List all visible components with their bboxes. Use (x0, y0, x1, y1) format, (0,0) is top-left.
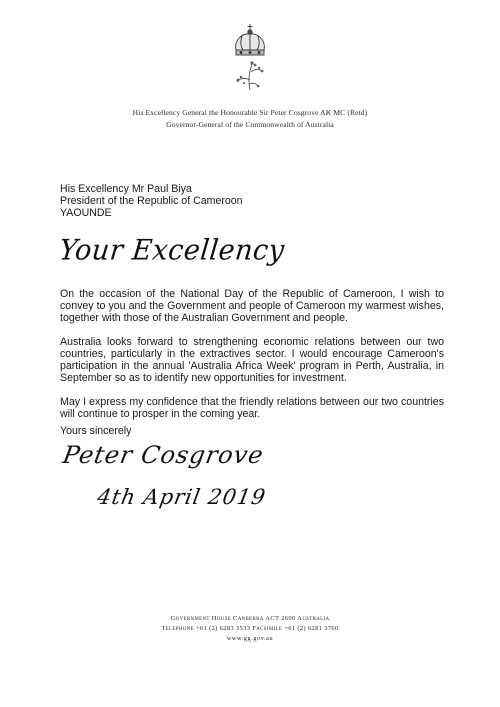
letterhead (0, 107, 500, 131)
footer-phones: Telephone +61 (2) 6283 3533 Facsimile +61 (2) 6281 3760 (161, 625, 339, 632)
body-paragraph-1: On the occasion of the National Day of the Republic of Cameroon, I wish to convey to you and the Government and people of Cameroon my warmest wishes, together with those of the Australian Government and people. (60, 288, 444, 324)
footer-website: www.gg.gov.au (226, 635, 274, 642)
letterhead-title: Governor-General of the Commonwealth of Australia (166, 120, 334, 129)
recipient-city: YAOUNDE (60, 207, 112, 219)
body-paragraph-3: May I express my confidence that the friendly relations between our two countries will continue to prosper in the coming year. (60, 396, 444, 420)
closing-line: Yours sincerely (60, 425, 132, 437)
footer-address: Government House Canberra ACT 2600 Australia (170, 615, 330, 622)
recipient-name: His Excellency Mr Paul Biya (60, 183, 192, 195)
handwritten-signature: Peter Cosgrove (60, 441, 267, 469)
letter-footer (0, 614, 500, 644)
recipient-address (60, 183, 440, 219)
letterhead-name: His Excellency General the Honourable Sir Peter Cosgrove AK MC (Retd) (132, 108, 368, 117)
handwritten-date: 4th April 2019 (95, 485, 268, 509)
handwritten-salutation: Your Excellency (57, 234, 287, 267)
body-paragraph-2: Australia looks forward to strengthening economic relations between our two countries, particularly in the extractives sector. I would encourage Cameroon's participation in the annual 'Australia Africa Week' program in Perth, Australia, in September so as to identify new opportunities for investment. (60, 336, 444, 384)
recipient-title: President of the Republic of Cameroon (60, 195, 243, 207)
letter-body (60, 288, 444, 432)
crown-crest-icon (228, 22, 272, 92)
